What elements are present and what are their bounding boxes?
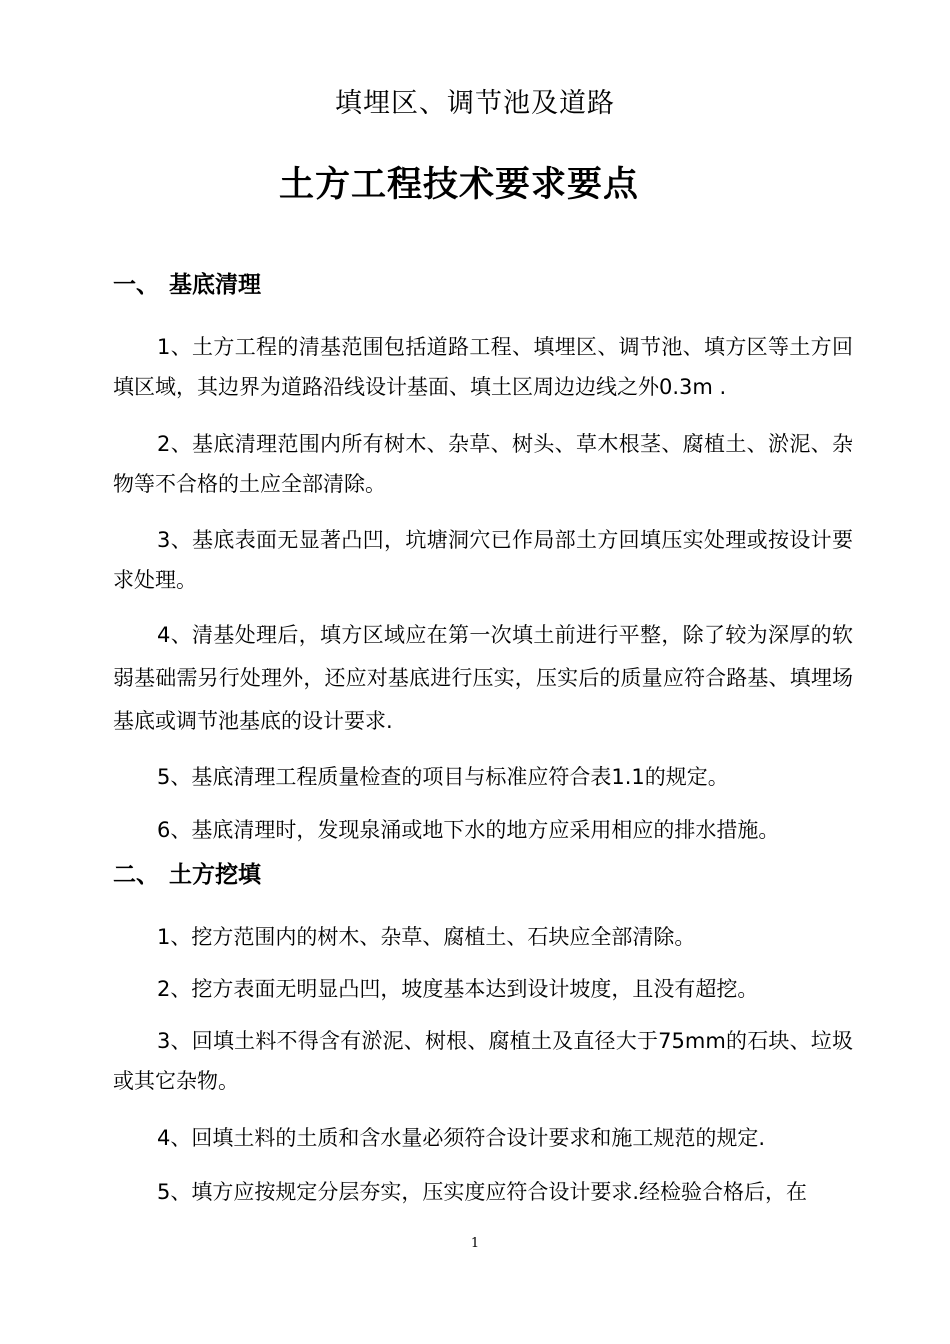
paragraph: 4、回填土料的土质和含水量必须符合设计要求和施工规范的规定.: [157, 1126, 766, 1150]
section-number: 二、: [113, 862, 159, 888]
paragraph: 6、基底清理时，发现泉涌或地下水的地方应采用相应的排水措施。: [157, 818, 780, 842]
section-heading-1: [113, 268, 261, 302]
section-number: 一、: [113, 272, 159, 298]
document-title: 土方工程技术要求要点: [278, 165, 639, 205]
paragraph: 1、土方工程的清基范围包括道路工程、填埋区、调节池、填方区等土方回填区域，其边界为道路沿线设计基面、填土区周边边线之外0.3m .: [113, 335, 853, 399]
section-title: 土方挖填: [169, 862, 261, 888]
paragraph: 3、基底表面无显著凸凹，坑塘洞穴已作局部土方回填压实处理或按设计要求处理。: [113, 528, 853, 592]
paragraph: 5、基底清理工程质量检查的项目与标准应符合表1.1的规定。: [157, 765, 729, 789]
paragraph: 2、挖方表面无明显凸凹，坡度基本达到设计坡度，且没有超挖。: [157, 977, 759, 1001]
section-heading-2: [113, 858, 261, 892]
document-subtitle: 填埋区、调节池及道路: [335, 88, 615, 119]
section-title: 基底清理: [169, 272, 261, 298]
paragraph: 2、基底清理范围内所有树木、杂草、树头、草木根茎、腐植土、淤泥、杂物等不合格的土应全部清除。: [113, 432, 853, 496]
paragraph: 5、填方应按规定分层夯实，压实度应符合设计要求.经检验合格后，在: [157, 1180, 808, 1204]
paragraph: 3、回填土料不得含有淤泥、树根、腐植土及直径大于75mm的石块、垃圾或其它杂物。: [113, 1029, 853, 1093]
page-number: 1: [470, 1236, 480, 1251]
paragraph: 1、挖方范围内的树木、杂草、腐植土、石块应全部清除。: [157, 925, 696, 949]
paragraph: 4、清基处理后，填方区域应在第一次填土前进行平整，除了较为深厚的软弱基础需另行处理外，还应对基底进行压实，压实后的质量应符合路基、填埋场基底或调节池基底的设计要求.: [113, 623, 853, 733]
